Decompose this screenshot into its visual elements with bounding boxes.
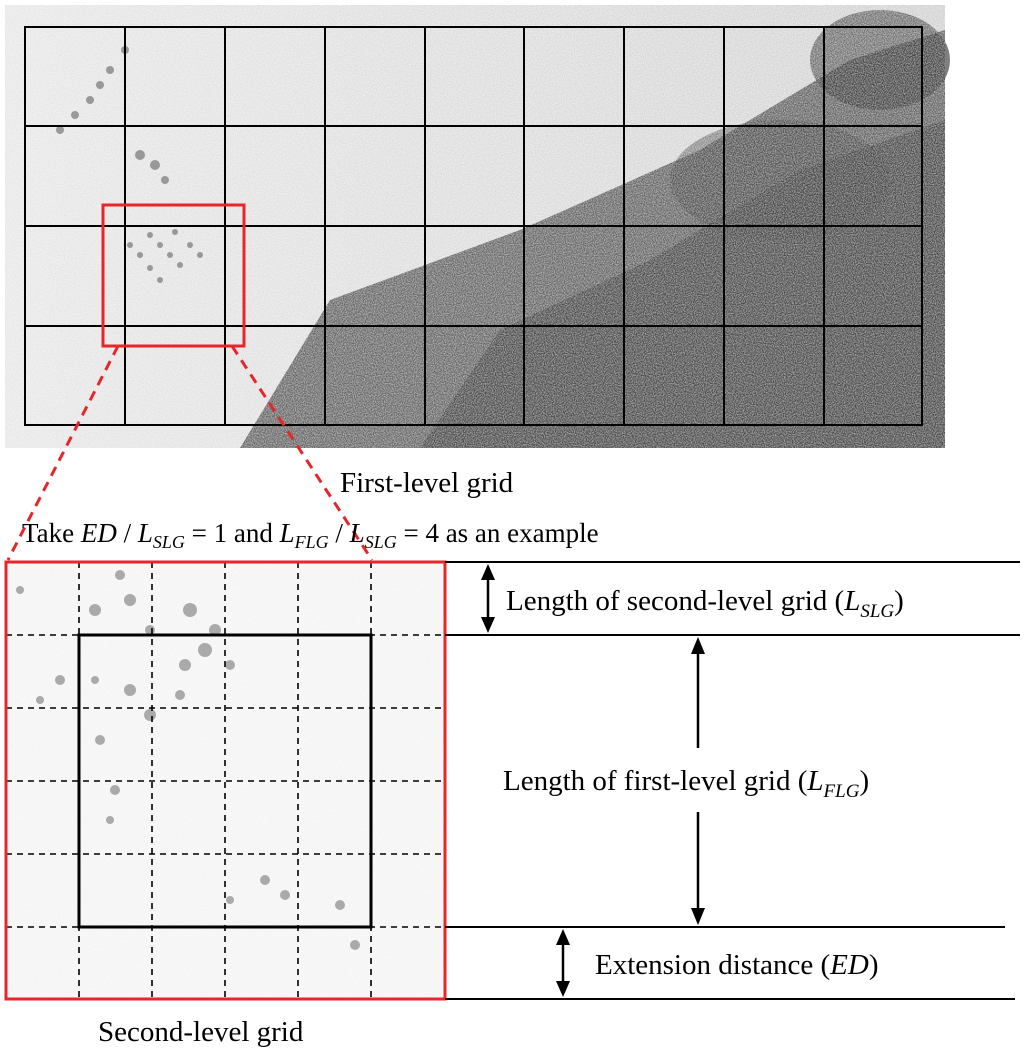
example-sentence: Take ED / $L_{SLG} = 1$ and $L_{FLG} / L_{SLG} = 4$ as an example [22, 518, 599, 552]
ed-arrow [556, 929, 570, 997]
ed-label: Extension distance (ED) [595, 949, 879, 981]
flg-label: Length of first-level grid $(L_{FLG})$ [503, 765, 870, 802]
second-level-panel [6, 562, 445, 999]
second-level-caption: Second-level grid [98, 1016, 304, 1048]
slg-arrow [481, 564, 495, 633]
slg-label: Length of second-level grid $(L_{SLG})$ [506, 585, 904, 622]
first-level-caption: First-level grid [340, 467, 514, 499]
first-level-photo [5, 5, 950, 448]
